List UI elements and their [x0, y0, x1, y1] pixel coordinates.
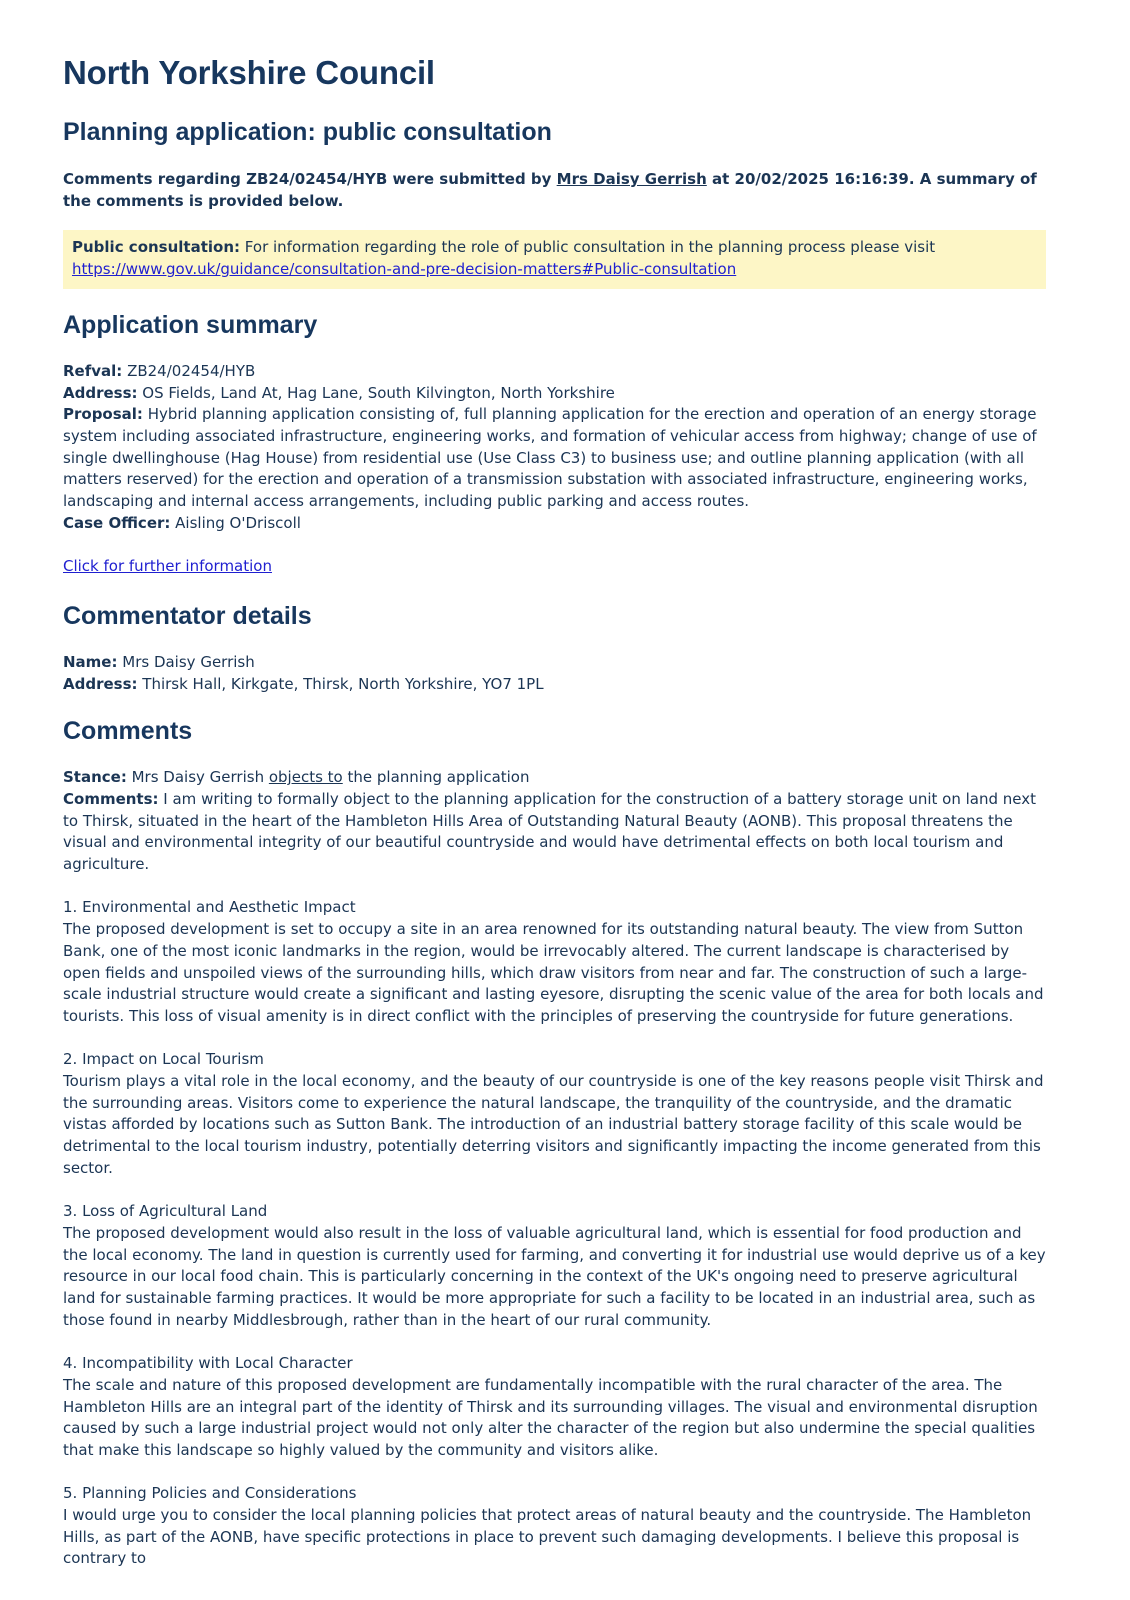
stance-value: objects to: [268, 768, 343, 787]
name-label: Name:: [63, 652, 118, 671]
comment-paragraph: 2. Impact on Local Tourism Tourism plays a vital role in the local economy, and the beauty of our countryside is one of the key reasons people visit Thirsk and the surrounding areas. Visitors come to experience the natural landscape, the tranquility of the countryside, and the dramatic vistas afforded by locations such as Sutton Bank. The introduction of an industrial battery storage facility of this scale would be detrimental to the local tourism industry, potentially deterring visitors and significantly impacting the income generated from this sector.: [63, 1050, 1044, 1177]
officer-label: Case Officer:: [63, 513, 171, 532]
page-subtitle: Planning application: public consultation: [63, 118, 552, 146]
council-title: North Yorkshire Council: [63, 54, 435, 91]
consultation-notice: [63, 230, 1046, 288]
comments-intro-text: I am writing to formally object to the planning application for the construction of a battery storage unit on land next to Thirsk, situated in the heart of the Hambleton Hills Area of Outstanding Natural Beauty (AONB). This proposal threatens the visual and environmental integrity of our beautiful countryside and would have detrimental effects on both local tourism and agriculture.: [63, 789, 1037, 874]
commentator-heading: Commentator details: [63, 601, 312, 630]
address-row: [63, 383, 1046, 405]
address-value: OS Fields, Land At, Hag Lane, South Kilvington, North Yorkshire: [137, 383, 615, 402]
comment-paragraph: 1. Environmental and Aesthetic Impact The proposed development is set to occupy a site in an area renowned for its outstanding natural beauty. The view from Sutton Bank, one of the most iconic landmarks in the region, would be irrevocably altered. The current landscape is characterised by open fields and unspoiled views of the surrounding hills, which draw visitors from near and far. The construction of such a large-scale industrial structure would create a significant and lasting eyesore, disrupting the scenic value of the area for both locals and tourists. This loss of visual amenity is in direct conflict with the principles of preserving the countryside for future generations.: [63, 898, 1044, 1025]
intro-prefix: Comments regarding ZB24/02454/HYB were submitted by: [63, 170, 557, 188]
submission-intro: [63, 169, 1046, 212]
intro-suffix: at 20/02/2025 16:16:39. A summary of the comments is provided below.: [63, 170, 1037, 210]
guidance-link[interactable]: https://www.gov.uk/guidance/consultation-and-pre-decision-matters#Public-consultation: [72, 260, 737, 279]
comments-label: Comments:: [63, 789, 159, 808]
proposal-label: Proposal:: [63, 405, 143, 424]
comments-body: [63, 767, 1046, 1570]
refval-row: [63, 361, 1046, 383]
refval-value: ZB24/02454/HYB: [122, 361, 256, 380]
proposal-row: [63, 404, 1046, 513]
name-value: Mrs Daisy Gerrish: [117, 652, 255, 671]
stance-suffix: the planning application: [342, 768, 530, 787]
refval-label: Refval:: [63, 361, 123, 380]
officer-row: [63, 513, 1046, 535]
comment-paragraph: 5. Planning Policies and Considerations I would urge you to consider the local planning policies that protect areas of natural beauty and the countryside. The Hambleton Hills, as part of the AONB, have specific protections in place to prevent such damaging developments. I believe this proposal is contrary to: [63, 1484, 1032, 1568]
stance-label: Stance:: [63, 768, 127, 787]
comments-intro: [63, 789, 1046, 876]
address-label: Address:: [63, 383, 138, 402]
commentator-address-row: [63, 674, 1046, 696]
application-summary-heading: Application summary: [63, 310, 318, 339]
commentator-details: [63, 652, 1046, 695]
commentator-address-value: Thirsk Hall, Kirkgate, Thirsk, North Yorkshire, YO7 1PL: [137, 674, 544, 693]
notice-label: Public consultation:: [72, 238, 241, 257]
commentator-name-row: [63, 652, 1046, 674]
stance-row: [63, 767, 1046, 789]
further-information-link[interactable]: Click for further information: [63, 557, 272, 576]
submitter-link[interactable]: Mrs Daisy Gerrish: [556, 170, 707, 188]
officer-value: Aisling O'Driscoll: [170, 513, 301, 532]
notice-text: For information regarding the role of public consultation in the planning process please visit: [240, 238, 936, 257]
comment-paragraph: 4. Incompatibility with Local Character The scale and nature of this proposed development are fundamentally incompatible with the rural character of the area. The Hambleton Hills are an integral part of the identity of Thirsk and its surrounding villages. The visual and environmental disruption caused by such a large industrial project would not only alter the character of the region but also undermine the special qualities that make this landscape so highly valued by the community and visitors alike.: [63, 1354, 1038, 1459]
comment-paragraph: 3. Loss of Agricultural Land The proposed development would also result in the loss of valuable agricultural land, which is essential for food production and the local economy. The land in question is currently used for farming, and converting it for industrial use would deprive us of a key resource in our local food chain. This is particularly concerning in the context of the UK's ongoing need to preserve agricultural land for sustainable farming practices. It would be more appropriate for such a facility to be located in an industrial area, such as those found in nearby Middlesbrough, rather than in the heart of our rural community.: [63, 1202, 1046, 1329]
proposal-value: Hybrid planning application consisting of, full planning application for the erection and operation of an energy storage system including associated infrastructure, engineering works, and formation of vehicular access from highway; change of use of single dwellinghouse (Hag House) from residential use (Use Class C3) to business use; and outline planning application (with all matters reserved) for the erection and operation of a transmission substation with associated infrastructure, engineering works, landscaping and internal access arrangements, including public parking and access routes.: [63, 405, 1037, 511]
stance-prefix: Mrs Daisy Gerrish: [126, 768, 269, 787]
comments-heading: Comments: [63, 717, 193, 746]
application-summary: [63, 361, 1046, 578]
commentator-address-label: Address:: [63, 674, 138, 693]
